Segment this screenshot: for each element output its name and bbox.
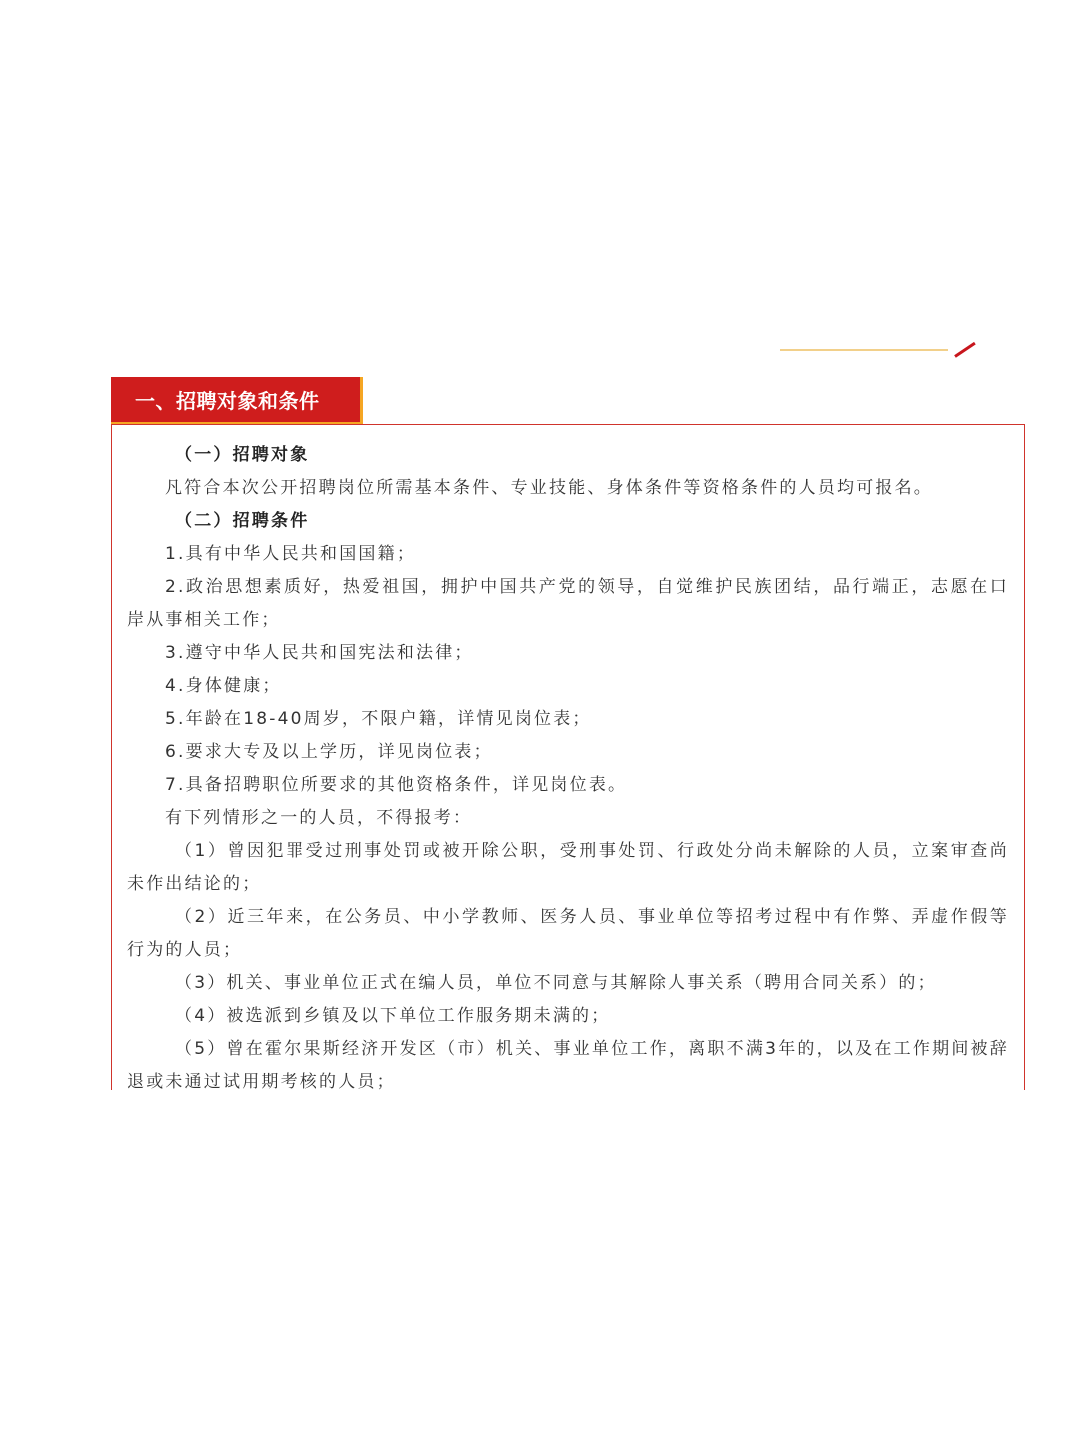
condition-item-1: 1.具有中华人民共和国国籍； [165, 544, 417, 564]
decorative-slash [954, 342, 976, 358]
exclusion-item-4: （4）被选派到乡镇及以下单位工作服务期未满的； [175, 1006, 611, 1026]
condition-item-3: 3.遵守中华人民共和国宪法和法律； [165, 643, 474, 663]
condition-item-2: 2.政治思想素质好，热爱祖国，拥护中国共产党的领导，自觉维护民族团结，品行端正，志愿在口岸从事相关工作； [127, 577, 1009, 630]
subheading-recruitment-conditions: （二）招聘条件 [175, 511, 310, 531]
exclusion-item-2: （2）近三年来，在公务员、中小学教师、医务人员、事业单位等招考过程中有作弊、弄虚作假等行为的人员； [127, 907, 1009, 960]
condition-item-6: 6.要求大专及以上学历，详见岗位表； [165, 742, 493, 762]
condition-item-4: 4.身体健康； [165, 676, 282, 696]
content-body [127, 439, 1009, 1090]
section-title: 一、招聘对象和条件 [135, 389, 320, 413]
decorative-line [780, 349, 948, 351]
exclusion-item-3: （3）机关、事业单位正式在编人员，单位不同意与其解除人事关系（聘用合同关系）的； [175, 973, 937, 993]
paragraph-target-description: 凡符合本次公开招聘岗位所需基本条件、专业技能、身体条件等资格条件的人员均可报名。 [165, 478, 933, 498]
section-header [111, 377, 363, 424]
condition-item-7: 7.具备招聘职位所要求的其他资格条件，详见岗位表。 [165, 775, 628, 795]
subheading-recruitment-target: （一）招聘对象 [175, 445, 310, 465]
condition-item-5: 5.年龄在18-40周岁，不限户籍，详情见岗位表； [165, 709, 592, 729]
content-box [111, 424, 1025, 1090]
exclusion-intro: 有下列情形之一的人员，不得报考： [165, 808, 473, 828]
exclusion-item-1: （1）曾因犯罪受过刑事处罚或被开除公职，受刑事处罚、行政处分尚未解除的人员，立案审查尚未作出结论的； [127, 841, 1009, 894]
exclusion-item-5: （5）曾在霍尔果斯经济开发区（市）机关、事业单位工作，离职不满3年的，以及在工作期间被辞退或未通过试用期考核的人员； [127, 1039, 1009, 1090]
